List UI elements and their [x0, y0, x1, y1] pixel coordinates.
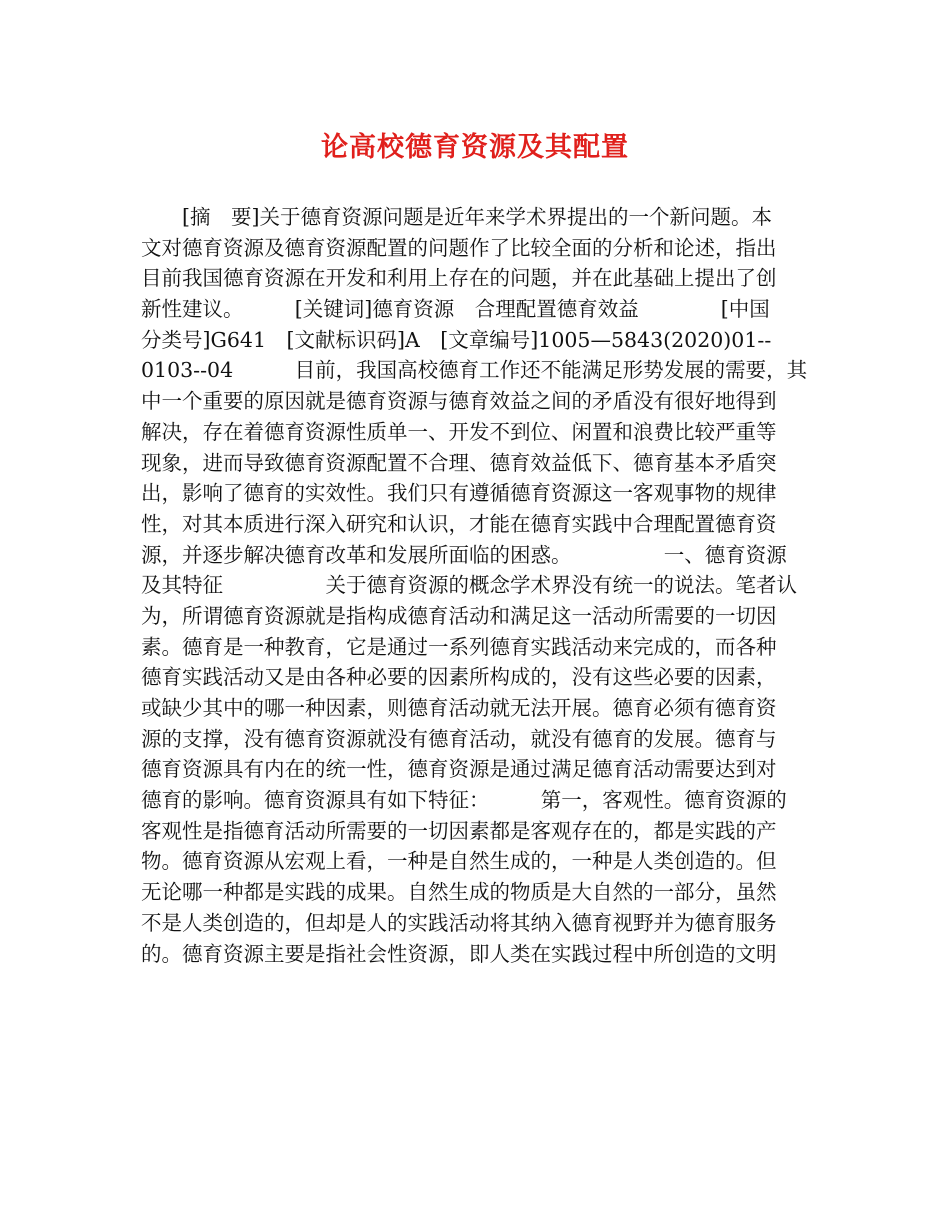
body-line: 德育的影响。德育资源具有如下特征： 第一，客观性。德育资源的 — [141, 788, 787, 813]
body-line: 德育实践活动又是由各种必要的因素所构成的，没有这些必要的因素， — [141, 665, 777, 690]
body-line: 的。德育资源主要是指社会性资源，即人类在实践过程中所创造的文明 — [141, 941, 777, 966]
body-line: [摘 要]关于德育资源问题是近年来学术界提出的一个新问题。本 — [141, 205, 772, 229]
body-line: 目前我国德育资源在开发和利用上存在的问题，并在此基础上提出了创 — [141, 266, 777, 291]
body-line: 不是人类创造的，但却是人的实践活动将其纳入德育视野并为德育服务 — [141, 910, 777, 935]
body-line: 中一个重要的原因就是德育资源与德育效益之间的矛盾没有很好地得到 — [141, 389, 777, 414]
body-line: 源的支撑，没有德育资源就没有德育活动，就没有德育的发展。德育与 — [141, 726, 777, 751]
body-line: 解决，存在着德育资源性质单一、开发不到位、闲置和浪费比较严重等 — [141, 419, 777, 444]
body-line: 物。德育资源从宏观上看，一种是自然生成的，一种是人类创造的。但 — [141, 849, 777, 874]
body-line: 为，所谓德育资源就是指构成德育活动和满足这一活动所需要的一切因 — [141, 603, 777, 628]
body-line: 文对德育资源及德育资源配置的问题作了比较全面的分析和论述，指出 — [141, 235, 777, 260]
body-line: 素。德育是一种教育，它是通过一系列德育实践活动来完成的，而各种 — [141, 634, 777, 659]
body-line: 无论哪一种都是实践的成果。自然生成的物质是大自然的一部分，虽然 — [141, 880, 777, 905]
body-line: 0103--04 目前，我国高校德育工作还不能满足形势发展的需要，其 — [141, 358, 808, 383]
body-line: 现象，进而导致德育资源配置不合理、德育效益低下、德育基本矛盾突 — [141, 450, 777, 475]
body-line: 新性建议。 [关键词]德育资源 合理配置德育效益 [中国 — [141, 297, 770, 322]
page-title: 论高校德育资源及其配置 — [321, 132, 629, 163]
body-line: 客观性是指德育活动所需要的一切因素都是客观存在的，都是实践的产 — [141, 818, 777, 843]
body-line: 分类号]G641 [文献标识码]A [文章编号]1005—5843(2020)01-- — [141, 327, 772, 352]
body-line: 及其特征 关于德育资源的概念学术界没有统一的说法。笔者认 — [141, 573, 797, 598]
article-body — [141, 202, 813, 969]
body-line: 出，影响了德育的实效性。我们只有遵循德育资源这一客观事物的规律 — [141, 481, 777, 506]
body-line: 源，并逐步解决德育改革和发展所面临的困惑。 一、德育资源 — [141, 542, 787, 567]
body-line: 或缺少其中的哪一种因素，则德育活动就无法开展。德育必须有德育资 — [141, 696, 777, 720]
body-line: 性，对其本质进行深入研究和认识，才能在德育实践中合理配置德育资 — [141, 511, 777, 536]
body-line: 德育资源具有内在的统一性，德育资源是通过满足德育活动需要达到对 — [141, 757, 777, 782]
